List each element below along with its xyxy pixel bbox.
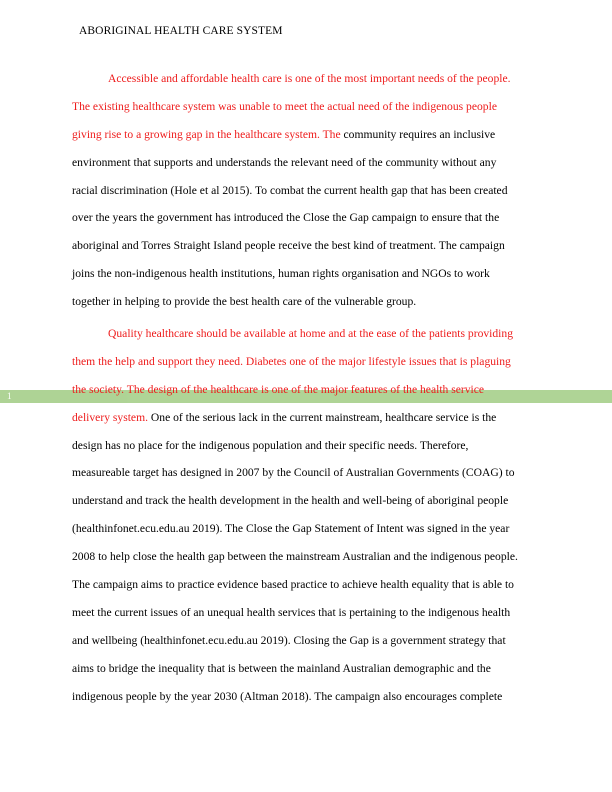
paragraph-line (72, 690, 540, 718)
paragraph-line (72, 156, 540, 184)
paragraph-line (72, 522, 540, 550)
body-text: joins the non-indigenous health institutions, human rights organisation and NGOs to work (72, 267, 490, 281)
paragraph-line (72, 211, 540, 239)
body-text: One of the serious lack in the current mainstream, healthcare service is the (148, 410, 497, 424)
paragraph-line (72, 606, 540, 634)
body-text: community requires an inclusive (340, 127, 496, 141)
paragraph-line (72, 466, 540, 494)
paragraph-line (72, 239, 540, 267)
body-text: design has no place for the indigenous population and their specific needs. Therefore, (72, 438, 469, 452)
body-text: aims to bridge the inequality that is between the mainland Australian demographic and the (72, 661, 491, 675)
body-text: indigenous people by the year 2030 (Altman 2018). The campaign also encourages complete (72, 689, 503, 703)
body-text: racial discrimination (Hole et al 2015). To combat the current health gap that has been created (72, 183, 508, 197)
paragraph-line (72, 494, 540, 522)
paragraph-line (72, 439, 540, 467)
edited-text: Accessible and affordable health care is one of the most important needs of the people. (108, 72, 511, 85)
body-text: measureable target has designed in 2007 by the Council of Australian Governments (COAG) to (72, 466, 515, 480)
paragraph-line (72, 267, 540, 295)
edited-text: giving rise to a growing gap in the healthcare system. The (72, 127, 341, 141)
paragraph-2 (72, 327, 540, 717)
paragraph-line (72, 295, 540, 323)
paragraph-line (72, 383, 540, 411)
edited-text: them the help and support they need. Diabetes one of the major lifestyle issues that is plaguing (72, 354, 511, 368)
page-header-title: ABORIGINAL HEALTH CARE SYSTEM (79, 25, 283, 37)
paragraph-line (72, 327, 540, 355)
body-text: (healthinfonet.ecu.edu.au 2019). The Close the Gap Statement of Intent was signed in the year (72, 522, 510, 536)
body-text: understand and track the health development in the health and well-being of aboriginal people (72, 494, 509, 508)
body-text: environment that supports and understands the relevant need of the community without any (72, 155, 497, 169)
body-text: The campaign aims to practice evidence based practice to achieve health equality that is able to (72, 578, 514, 592)
paragraph-line (72, 634, 540, 662)
paragraph-line (72, 128, 540, 156)
paragraph-line (72, 355, 540, 383)
edited-text: delivery system. (72, 410, 148, 424)
body-text: 2008 to help close the health gap between the mainstream Australian and the indigenous people. (72, 550, 518, 564)
paragraph-line (72, 72, 540, 100)
body-text: together in helping to provide the best health care of the vulnerable group. (72, 295, 417, 309)
body-text: over the years the government has introduced the Close the Gap campaign to ensure that the (72, 211, 500, 225)
paragraph-1 (72, 72, 540, 323)
paragraph-line (72, 578, 540, 606)
band-number: 1 (7, 391, 12, 401)
edited-text: The existing healthcare system was unable to meet the actual need of the indigenous people (72, 99, 497, 113)
paragraph-line (72, 184, 540, 212)
body-text: meet the current issues of an unequal health services that is pertaining to the indigenous health (72, 605, 511, 619)
paragraph-line (72, 411, 540, 439)
body-text: aboriginal and Torres Straight Island people receive the best kind of treatment. The campaign (72, 239, 505, 253)
paragraph-line (72, 550, 540, 578)
body-text: and wellbeing (healthinfonet.ecu.edu.au 2019). Closing the Gap is a government strategy that (72, 633, 506, 647)
paragraph-line (72, 662, 540, 690)
paragraph-line (72, 100, 540, 128)
edited-text: the society. The design of the healthcare is one of the major features of the health service (72, 382, 485, 396)
edited-text: Quality healthcare should be available at home and at the ease of the patients providing (108, 327, 513, 340)
